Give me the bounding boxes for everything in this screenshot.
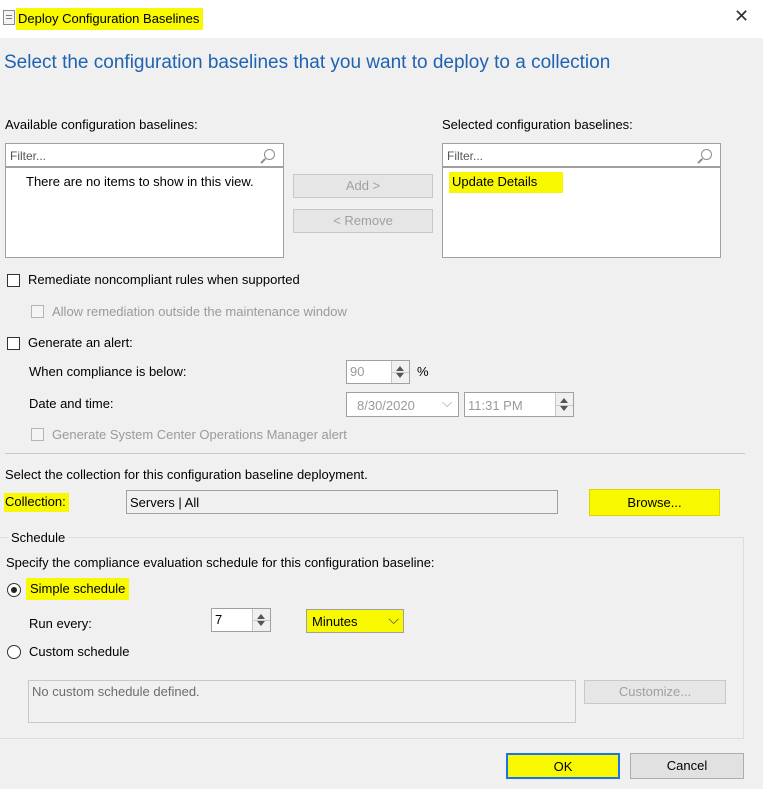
cancel-button[interactable]: Cancel (630, 753, 744, 779)
simple-schedule-radio[interactable] (7, 583, 21, 597)
scom-alert-label: Generate System Center Operations Manager alert (52, 427, 347, 442)
chevron-down-icon[interactable]: ⌵ (442, 395, 452, 410)
browse-button[interactable]: Browse... (589, 489, 720, 516)
selected-baselines-label: Selected configuration baselines: (442, 117, 633, 132)
chevron-down-icon[interactable]: ⌵ (388, 611, 399, 627)
empty-list-message: There are no items to show in this view. (26, 174, 254, 189)
available-filter-placeholder: Filter... (10, 149, 47, 163)
spinner-arrows-icon[interactable] (252, 609, 270, 631)
generate-alert-checkbox[interactable] (7, 337, 20, 350)
customize-button[interactable]: Customize... (584, 680, 726, 704)
compliance-value: 90 (350, 364, 365, 379)
available-baselines-list[interactable] (5, 167, 284, 258)
scom-alert-checkbox[interactable] (31, 428, 44, 441)
page-heading: Select the configuration baselines that you want to deploy to a collection (4, 52, 611, 73)
available-baselines-label: Available configuration baselines: (5, 117, 198, 132)
add-button[interactable]: Add > (293, 174, 433, 198)
ok-button[interactable]: OK (506, 753, 620, 779)
close-icon[interactable]: ✕ (734, 6, 750, 26)
collection-section-label: Select the collection for this configuration baseline deployment. (5, 467, 368, 482)
schedule-group-label: Schedule (8, 530, 68, 545)
date-value: 8/30/2020 (357, 398, 415, 413)
window-title: Deploy Configuration Baselines (16, 8, 203, 30)
schedule-description: Specify the compliance evaluation schedule for this configuration baseline: (6, 555, 435, 570)
remediate-label: Remediate noncompliant rules when supported (28, 272, 300, 287)
collection-value: Servers | All (130, 495, 200, 510)
time-stepper[interactable] (464, 392, 574, 417)
spinner-arrows-icon[interactable] (555, 393, 573, 416)
run-every-value: 7 (215, 612, 223, 627)
generate-alert-label: Generate an alert: (28, 335, 133, 350)
selected-baselines-list[interactable] (442, 167, 721, 258)
compliance-threshold-stepper[interactable] (346, 360, 410, 384)
available-filter-input[interactable] (5, 143, 284, 167)
simple-schedule-label: Simple schedule (26, 578, 129, 600)
selected-filter-input[interactable] (442, 143, 721, 167)
interval-unit-value: Minutes (312, 614, 358, 629)
collection-field (126, 490, 558, 514)
spinner-arrows-icon[interactable] (391, 361, 409, 383)
custom-schedule-radio[interactable] (7, 645, 21, 659)
percent-sign: % (417, 364, 429, 379)
search-icon[interactable] (264, 149, 275, 160)
run-every-label: Run every: (29, 616, 92, 631)
list-item[interactable]: Update Details (449, 172, 563, 193)
custom-schedule-box (28, 680, 576, 723)
divider (5, 453, 745, 454)
time-value: 11:31 PM (468, 398, 523, 413)
remove-button[interactable]: < Remove (293, 209, 433, 233)
allow-remediation-checkbox[interactable] (31, 305, 44, 318)
search-icon[interactable] (701, 149, 712, 160)
remediate-checkbox[interactable] (7, 274, 20, 287)
date-picker[interactable] (346, 392, 459, 417)
date-time-label: Date and time: (29, 396, 114, 411)
allow-remediation-label: Allow remediation outside the maintenance window (52, 304, 347, 319)
custom-schedule-text: No custom schedule defined. (32, 684, 200, 699)
run-every-stepper[interactable] (211, 608, 271, 632)
collection-label: Collection: (4, 493, 69, 512)
selected-filter-placeholder: Filter... (447, 149, 484, 163)
document-icon (3, 10, 15, 25)
custom-schedule-label: Custom schedule (29, 644, 130, 659)
interval-unit-select[interactable] (306, 609, 404, 633)
compliance-below-label: When compliance is below: (29, 364, 187, 379)
